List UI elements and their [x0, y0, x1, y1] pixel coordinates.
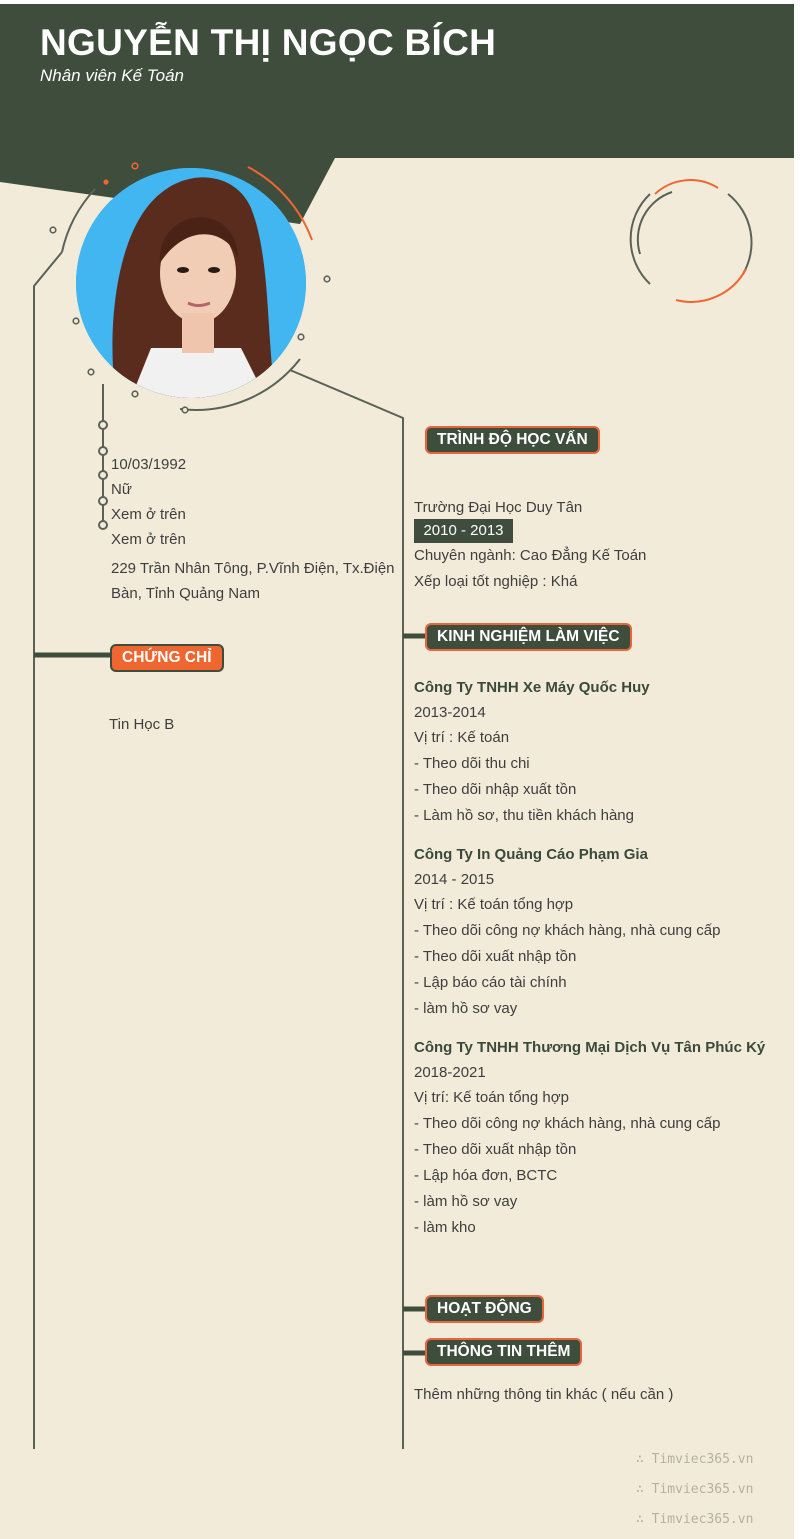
job-task: - Theo dõi xuất nhập tồn	[414, 1141, 577, 1158]
certificates-heading: CHỨNG CHỈ	[110, 644, 224, 672]
extra-info-heading: THÔNG TIN THÊM	[425, 1338, 582, 1366]
job-task: - Theo dõi công nợ khách hàng, nhà cung cấp	[414, 1115, 721, 1132]
profile-photo	[76, 168, 306, 398]
education-major: Chuyên ngành: Cao Đẳng Kế Toán	[414, 547, 647, 564]
certificate-item: Tin Học B	[109, 716, 175, 733]
gender: Nữ	[111, 481, 132, 498]
job-task: - làm kho	[414, 1219, 476, 1236]
activities-heading: HOẠT ĐỘNG	[425, 1295, 544, 1323]
job-task: - Làm hồ sơ, thu tiền khách hàng	[414, 807, 634, 824]
job-period: 2013-2014	[414, 704, 486, 721]
email: Xem ở trên	[111, 531, 186, 548]
portrait-image	[76, 168, 306, 398]
job-period: 2014 - 2015	[414, 871, 495, 888]
education-grade: Xếp loại tốt nghiệp : Khá	[414, 573, 578, 590]
right-timeline-line	[290, 370, 403, 1449]
left-timeline-line	[34, 252, 62, 1449]
job-task: - Theo dõi thu chi	[414, 755, 530, 772]
job-company: Công Ty In Quảng Cáo Phạm Gia	[414, 846, 648, 863]
corner-rings	[631, 180, 752, 302]
watermark: ∴ Timviec365.vn	[636, 1482, 754, 1497]
job-position: Vị trí : Kế toán	[414, 729, 510, 746]
job-task: - Lập hóa đơn, BCTC	[414, 1167, 558, 1184]
job-period: 2018-2021	[414, 1064, 486, 1081]
candidate-name: NGUYỄN THỊ NGỌC BÍCH	[40, 22, 497, 63]
job-position: Vị trí: Kế toán tổng hợp	[414, 1089, 569, 1106]
job-task: - Lập báo cáo tài chính	[414, 974, 567, 991]
job-position: Vị trí : Kế toán tổng hợp	[414, 896, 574, 913]
heading-connectors	[34, 636, 428, 1353]
job-task: - Theo dõi công nợ khách hàng, nhà cung cấp	[414, 922, 721, 939]
job-company: Công Ty TNHH Thương Mại Dịch Vụ Tân Phúc Ký	[414, 1039, 766, 1056]
job-title: Nhân viên Kế Toán	[40, 66, 184, 85]
education-years: 2010 - 2013	[414, 519, 513, 543]
education-heading: TRÌNH ĐỘ HỌC VẤN	[425, 426, 600, 454]
address: 229 Trần Nhân Tông, P.Vĩnh Điện, Tx.Điện Bàn, Tỉnh Quảng Nam	[111, 560, 395, 602]
phone: Xem ở trên	[111, 506, 186, 523]
job-task: - Theo dõi nhập xuất tồn	[414, 781, 577, 798]
education-school: Trường Đại Học Duy Tân	[414, 499, 583, 516]
experience-heading: KINH NGHIỆM LÀM VIỆC	[425, 623, 632, 651]
job-task: - làm hồ sơ vay	[414, 1000, 518, 1017]
job-task: - làm hồ sơ vay	[414, 1193, 518, 1210]
job-task: - Theo dõi xuất nhập tồn	[414, 948, 577, 965]
birthdate: 10/03/1992	[111, 456, 187, 473]
watermark: ∴ Timviec365.vn	[636, 1512, 754, 1527]
job-company: Công Ty TNHH Xe Máy Quốc Huy	[414, 679, 650, 696]
extra-info-text: Thêm những thông tin khác ( nếu cần )	[414, 1386, 674, 1403]
cv-page	[0, 4, 794, 1539]
watermark: ∴ Timviec365.vn	[636, 1452, 754, 1467]
